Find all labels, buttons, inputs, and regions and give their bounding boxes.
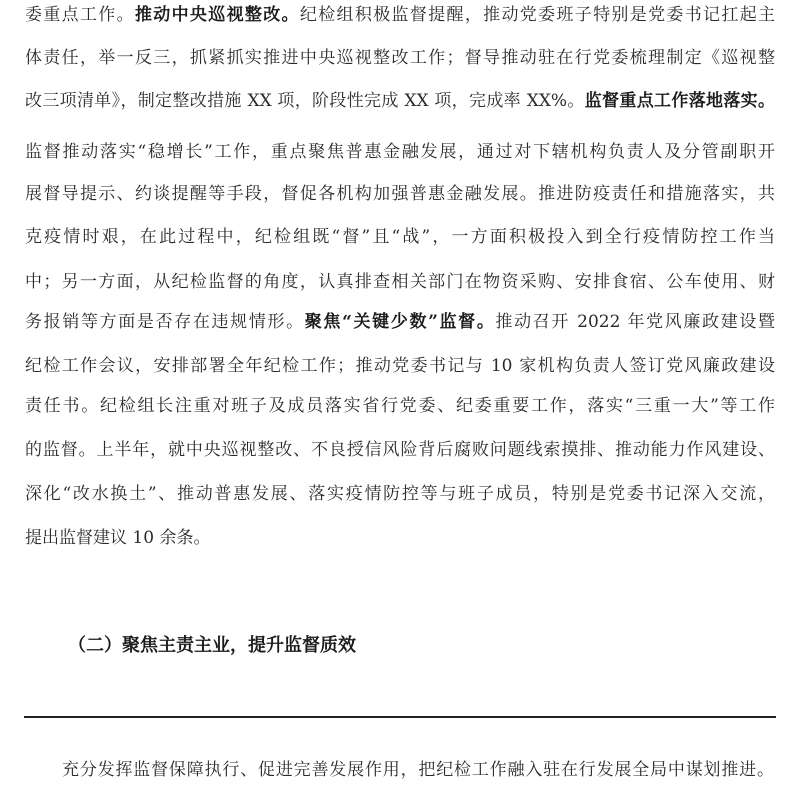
bold-subheading: 监督重点工作落地落实。 — [584, 91, 775, 111]
text-run: 提出监督建议 10 余条。 — [25, 528, 211, 548]
text-line — [25, 351, 775, 381]
text-line — [25, 43, 775, 73]
text-run: 克疫情时艰，在此过程中，纪检组既“督”且“战”，一方面积极投入到全行疫情防控工作当 — [25, 227, 775, 247]
text-line — [25, 137, 775, 167]
text-line — [25, 86, 775, 116]
text-run: 体责任，举一反三，抓紧抓实推进中央巡视整改工作；督导推动驻在行党委梳理制定《巡视整 — [25, 48, 775, 68]
bold-subheading: 推动中央巡视整改。 — [134, 5, 300, 25]
text-run: 纪检组积极监督提醒，推动党委班子特别是党委书记扛起主 — [299, 5, 776, 25]
text-line — [25, 391, 775, 421]
text-line — [25, 435, 775, 465]
text-run: 务报销等方面是否存在违规情形。 — [25, 312, 305, 332]
text-line — [25, 267, 775, 297]
text-line — [25, 0, 775, 30]
text-run: 监督推动落实“稳增长”工作，重点聚焦普惠金融发展，通过对下辖机构负责人及分管副职开 — [25, 142, 775, 162]
text-run: 展督导提示、约谈提醒等手段，督促各机构加强普惠金融发展。推进防疫责任和措施落实，共 — [25, 184, 775, 204]
paragraph-text: 充分发挥监督保障执行、促进完善发展作用，把纪检工作融入驻在行发展全局中谋划推进。 — [62, 760, 774, 780]
text-run: 深化“改水换土”、推动普惠发展、落实疫情防控等与班子成员，特别是党委书记深入交流， — [25, 484, 775, 504]
text-run: 推动召开 2022 年党风廉政建设暨 — [495, 312, 776, 332]
horizontal-divider — [24, 716, 776, 718]
section-heading: （二）聚焦主责主业，提升监督质效 — [68, 635, 356, 656]
text-run: 委重点工作。 — [25, 5, 135, 25]
bold-subheading: 聚焦“关键少数”监督。 — [304, 312, 496, 332]
text-run: 纪检工作会议，安排部署全年纪检工作；推动党委书记与 10 家机构负责人签订党风廉政建设 — [25, 356, 775, 376]
text-line — [25, 179, 775, 209]
text-run: 改三项清单》，制定整改措施 XX 项，阶段性完成 XX 项，完成率 XX%。 — [25, 91, 585, 111]
text-line — [25, 222, 775, 252]
text-line — [25, 479, 775, 509]
text-line — [25, 307, 775, 337]
text-run: 责任书。纪检组长注重对班子及成员落实省行党委、纪委重要工作，落实“三重一大”等工作 — [25, 396, 775, 416]
text-run: 中；另一方面，从纪检监督的角度，认真排查相关部门在物资采购、安排食宿、公车使用、财 — [25, 272, 775, 292]
text-run: 的监督。上半年，就中央巡视整改、不良授信风险背后腐败问题线索摸排、推动能力作风建设、 — [25, 440, 775, 460]
text-line — [25, 523, 775, 553]
